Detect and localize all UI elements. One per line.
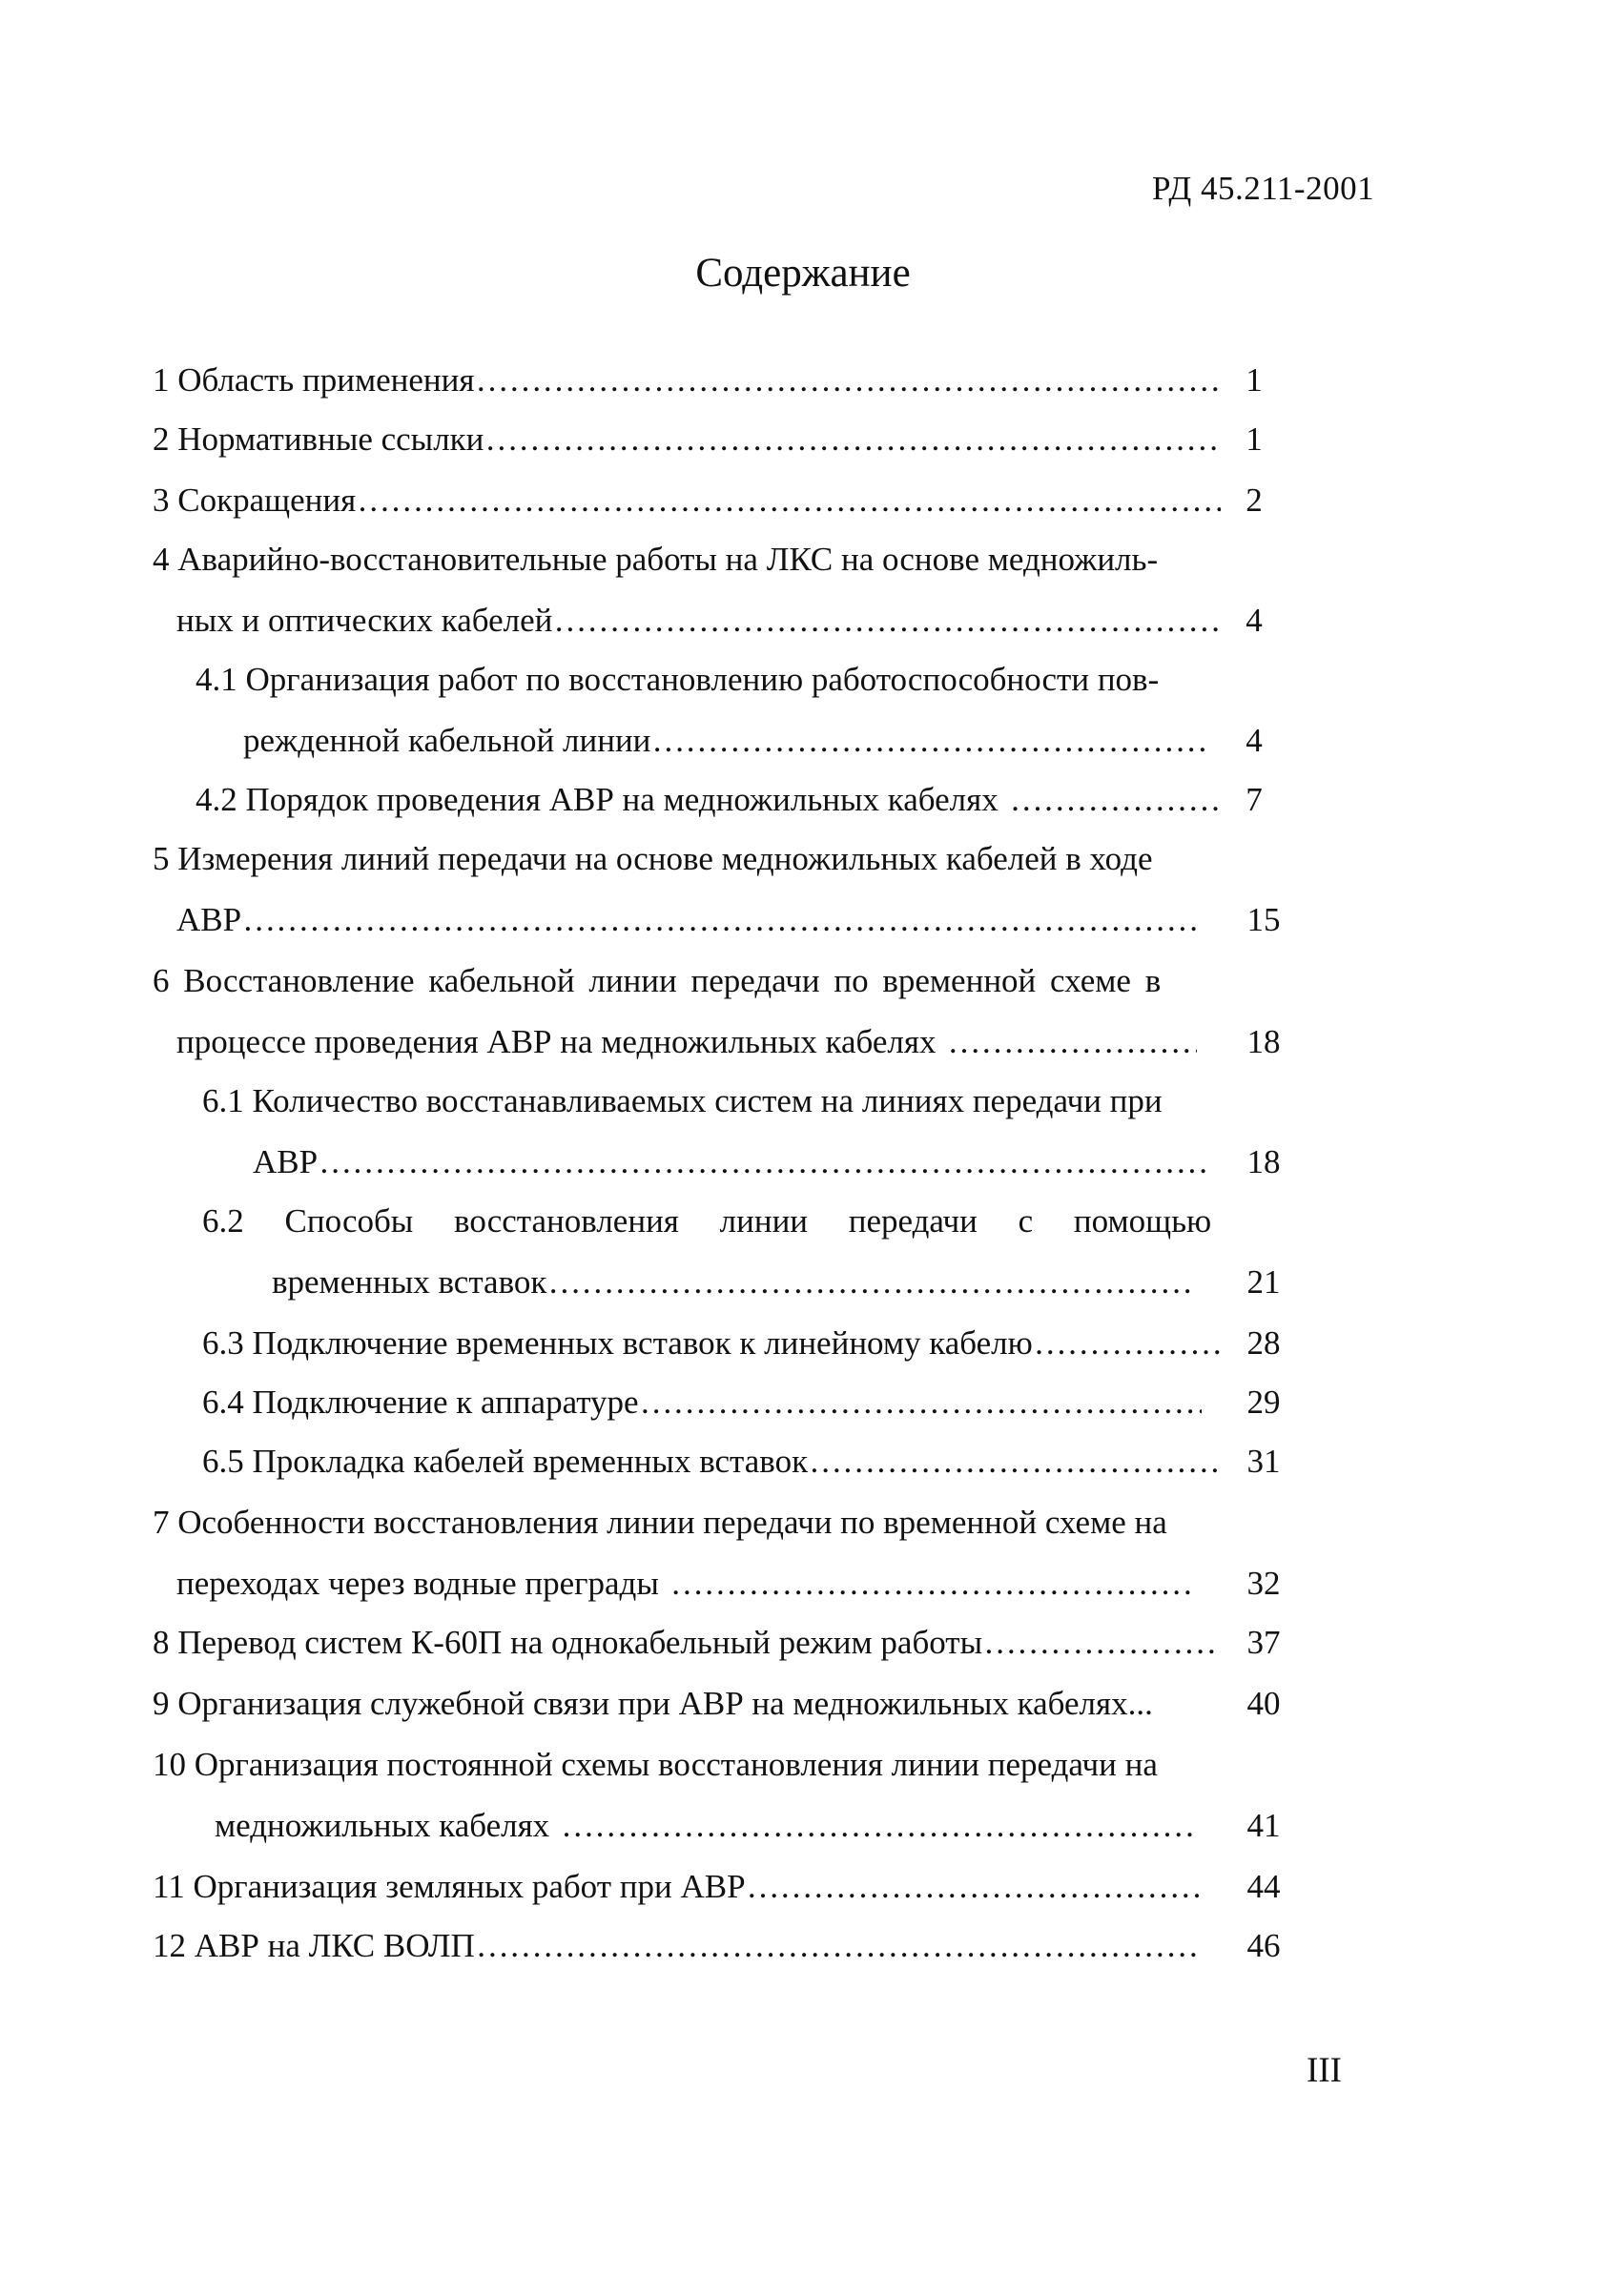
toc-entry-11 — [153, 1867, 1202, 1907]
toc-entry-6-2 — [202, 1201, 1221, 1241]
leader-dots — [640, 1383, 1202, 1423]
leader-dots — [983, 1623, 1221, 1663]
toc-entry-text: 10 Организация постоянной схемы восстановления линии передачи на — [153, 1746, 1158, 1783]
toc-entry-4-2 — [196, 780, 1221, 820]
leader-dots — [319, 1142, 1206, 1182]
toc-entry-7-cont — [176, 1564, 1197, 1604]
leader-dots — [484, 420, 1221, 460]
toc-page-number: 46 — [1246, 1927, 1281, 1964]
leader-dots — [475, 360, 1221, 400]
toc-entry-5-cont — [176, 900, 1197, 940]
toc-page-number: 41 — [1246, 1807, 1281, 1844]
leader-dots — [747, 1867, 1202, 1907]
toc-entry-text: 2 Нормативные ссылки — [153, 420, 484, 458]
footer-page-number: III — [1307, 2051, 1342, 2090]
leader-dots — [670, 1564, 1197, 1604]
toc-page-number: 15 — [1246, 901, 1281, 938]
toc-entry-6-4 — [202, 1383, 1202, 1423]
toc-entry-6-cont — [176, 1022, 1197, 1062]
toc-entry-10-cont — [215, 1806, 1197, 1846]
toc-entry-text: 4 Аварийно-восстановительные работы на ЛКС на основе медножиль- — [153, 541, 1159, 578]
toc-page-number: 32 — [1246, 1565, 1281, 1602]
toc-page-number: 37 — [1246, 1624, 1281, 1661]
toc-entry-text: 6 Восстановление кабельной линии передачи по временной схеме в — [153, 962, 1162, 999]
toc-entry-4-1-cont — [243, 721, 1206, 761]
leader-dots — [242, 900, 1197, 940]
toc-entry-text: 6.5 Прокладка кабелей временных вставок — [202, 1443, 809, 1480]
toc-entry-6-5 — [202, 1442, 1221, 1482]
toc-page-number: 4 — [1246, 722, 1263, 759]
toc-entry-text: АВР — [176, 901, 242, 938]
leader-dots — [561, 1806, 1197, 1846]
toc-entry-2 — [153, 420, 1221, 460]
toc-entry-8 — [153, 1623, 1221, 1663]
toc-entry-text: переходах через водные преграды — [176, 1565, 659, 1602]
toc-entry-6 — [153, 961, 1221, 1001]
toc-page-number: 40 — [1246, 1685, 1281, 1722]
toc-entry-text: процессе проведения АВР на медножильных кабелях — [176, 1023, 937, 1060]
toc-page-number: 1 — [1246, 420, 1263, 458]
toc-page-number: 2 — [1246, 482, 1263, 519]
leader-dots — [651, 721, 1206, 761]
document-code: РД 45.211-2001 — [1152, 170, 1375, 207]
toc-entry-10 — [153, 1745, 1221, 1785]
toc-entry-text: 6.2 Способы восстановления линии передачи с помощью — [202, 1202, 1212, 1240]
toc-entry-text: 6.3 Подключение временных вставок к линейному кабелю — [202, 1324, 1033, 1362]
toc-entry-text: 1 Область применения — [153, 361, 475, 399]
toc-page-number: 18 — [1246, 1023, 1281, 1060]
toc-page-number: 29 — [1246, 1384, 1281, 1421]
toc-entry-3 — [153, 481, 1221, 521]
toc-entry-text: 7 Особенности восстановления линии передачи по временной схеме на — [153, 1504, 1167, 1541]
toc-entry-text: 4.2 Порядок проведения АВР на медножильных кабелях — [196, 781, 999, 818]
toc-entry-text: 12 АВР на ЛКС ВОЛП — [153, 1927, 475, 1964]
toc-entry-6-2-cont — [272, 1262, 1192, 1302]
leader-dots — [547, 1262, 1192, 1302]
toc-entry-6-1-cont — [253, 1142, 1206, 1182]
toc-entry-12 — [153, 1926, 1202, 1966]
toc-page-number: 18 — [1246, 1143, 1281, 1180]
toc-entry-text: режденной кабельной линии — [243, 722, 651, 759]
toc-entry-4 — [153, 540, 1221, 580]
toc-entry-9 — [153, 1684, 1221, 1724]
toc-entry-text: медножильных кабелях — [215, 1807, 550, 1844]
toc-entry-text: 8 Перевод систем К-60П на однокабельный режим работы — [153, 1624, 983, 1661]
toc-entry-text: 9 Организация служебной связи при АВР на медножильных кабелях... — [153, 1685, 1153, 1722]
toc-page-number: 4 — [1246, 602, 1263, 639]
toc-page-number: 31 — [1246, 1443, 1281, 1480]
leader-dots — [947, 1022, 1197, 1062]
toc-entry-5 — [153, 839, 1221, 879]
toc-entry-text: временных вставок — [272, 1263, 547, 1301]
toc-entry-7 — [153, 1503, 1221, 1543]
leader-dots — [1034, 1323, 1221, 1363]
toc-entry-text: 11 Организация земляных работ при АВР — [153, 1868, 746, 1905]
toc-entry-text: ных и оптических кабелей — [176, 602, 553, 639]
toc-entry-6-3 — [202, 1323, 1221, 1363]
toc-entry-text: 6.4 Подключение к аппаратуре — [202, 1384, 639, 1421]
leader-dots — [809, 1442, 1221, 1482]
toc-entry-4-cont — [176, 601, 1221, 641]
toc-page-number: 21 — [1246, 1263, 1281, 1301]
leader-dots — [553, 601, 1221, 641]
toc-entry-text: 5 Измерения линий передачи на основе медножильных кабелей в ходе — [153, 840, 1153, 877]
toc-entry-text: 4.1 Организация работ по восстановлению работоспособности пов- — [196, 661, 1160, 698]
leader-dots — [476, 1926, 1202, 1966]
toc-entry-1 — [153, 360, 1221, 400]
toc-page-number: 28 — [1246, 1324, 1281, 1362]
toc-entry-4-1 — [196, 660, 1221, 700]
toc-page-number: 7 — [1246, 781, 1263, 818]
toc-page-number: 44 — [1246, 1868, 1281, 1905]
toc-entry-6-1 — [202, 1081, 1221, 1121]
page-title: Содержание — [695, 251, 911, 296]
toc-entry-text: АВР — [253, 1143, 319, 1180]
leader-dots — [1010, 780, 1221, 820]
toc-entry-text: 6.1 Количество восстанавливаемых систем на линиях передачи при — [202, 1082, 1163, 1119]
toc-entry-text: 3 Сокращения — [153, 482, 357, 519]
leader-dots — [357, 481, 1221, 521]
toc-page-number: 1 — [1246, 361, 1263, 399]
